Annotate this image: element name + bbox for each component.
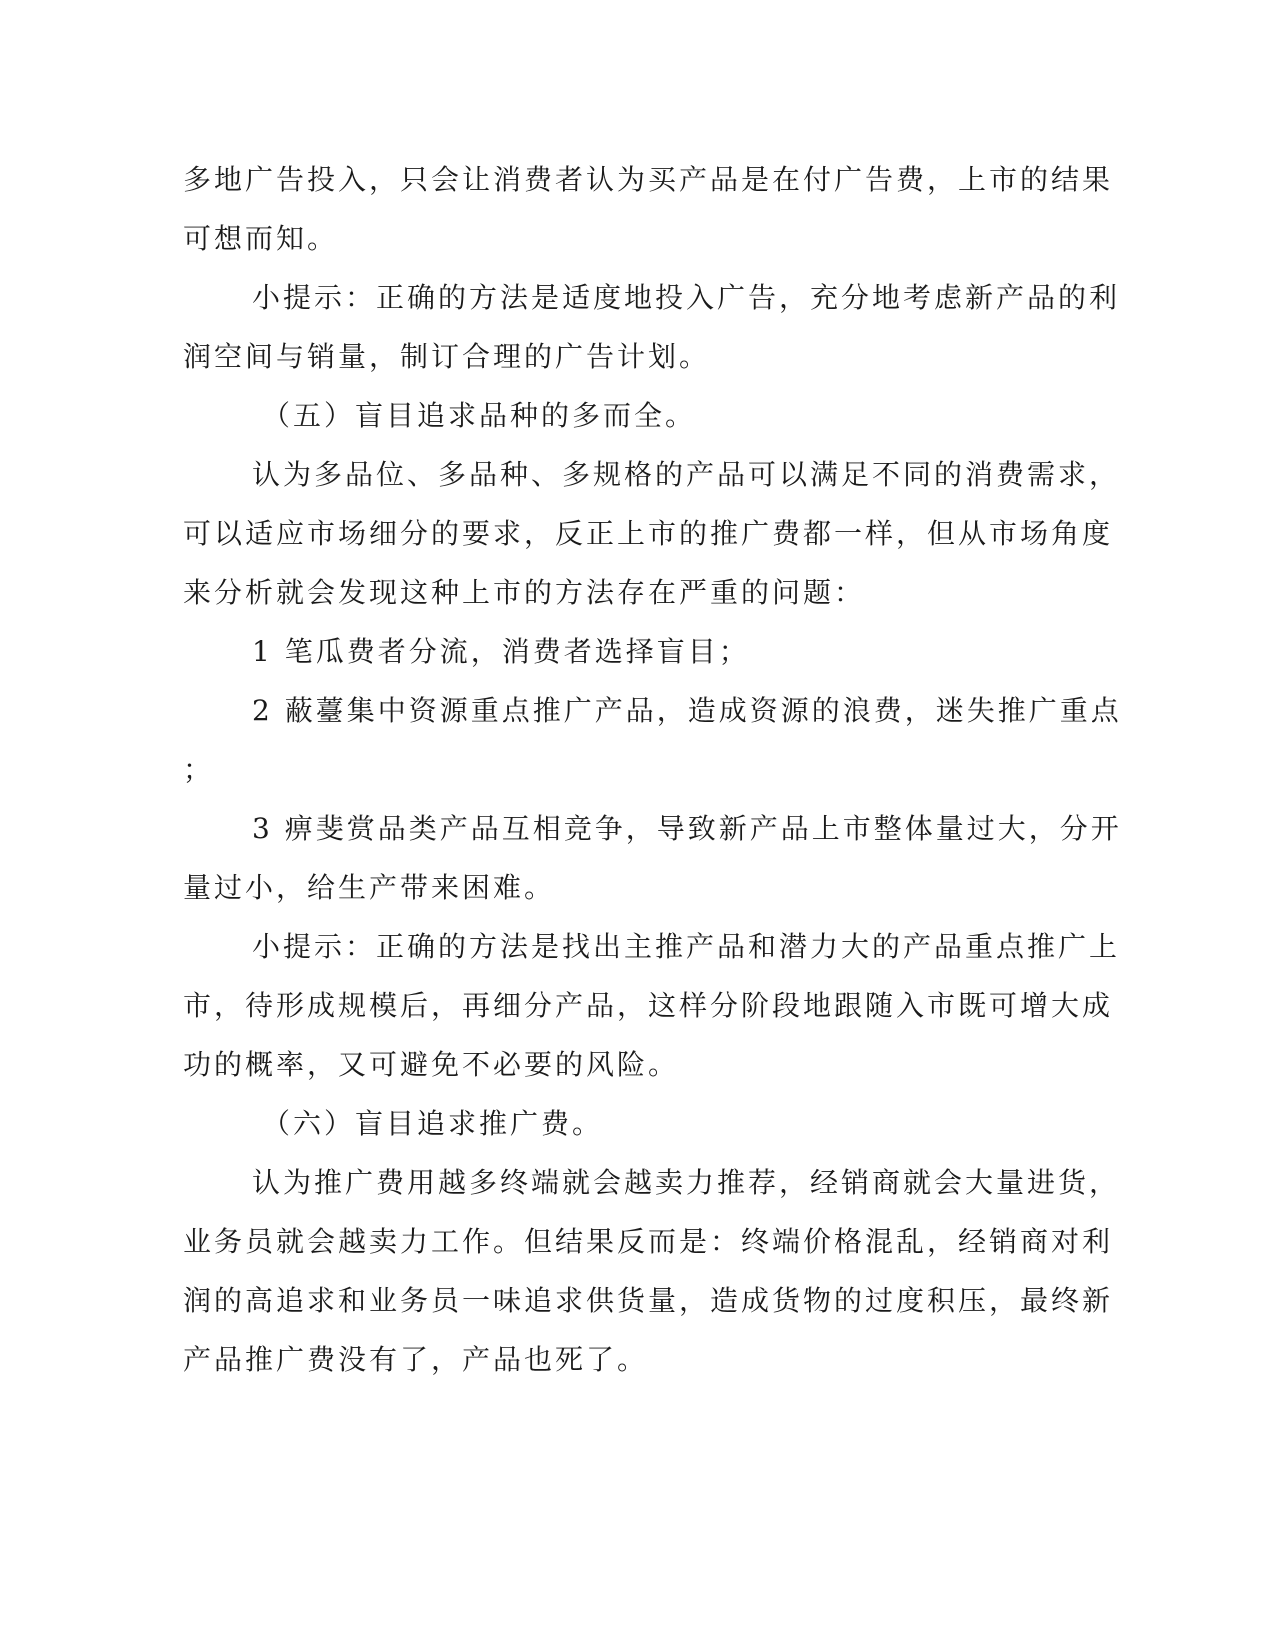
- body-text-line: 认为推广费用越多终端就会越卖力推荐，经销商就会大量进货，: [252, 1166, 1121, 1199]
- tip-text-line: 市，待形成规模后，再细分产品，这样分阶段地跟随入市既可增大成: [183, 989, 1114, 1022]
- body-text-line: 认为多品位、多品种、多规格的产品可以满足不同的消费需求，: [252, 458, 1121, 491]
- section-heading: （五）盲目追求品种的多而全。: [262, 399, 697, 432]
- list-item-continuation: ；: [183, 753, 215, 786]
- body-text-line: 业务员就会越卖力工作。但结果反而是：终端价格混乱，经销商对利: [183, 1225, 1114, 1258]
- tip-text-line: 小提示：正确的方法是找出主推产品和潜力大的产品重点推广上: [252, 930, 1121, 963]
- tip-text-line: 功的概率，又可避免不必要的风险。: [183, 1048, 680, 1081]
- tip-text-line: 润空间与销量，制订合理的广告计划。: [183, 340, 711, 373]
- list-item: 1 笔瓜费者分流，消费者选择盲目；: [252, 635, 750, 668]
- body-text-line: 可以适应市场细分的要求，反正上市的推广费都一样，但从市场角度: [183, 517, 1114, 550]
- list-item: 2 蔽薹集中资源重点推广产品，造成资源的浪费，迷失推广重点: [252, 694, 1122, 727]
- section-heading: （六）盲目追求推广费。: [262, 1107, 604, 1140]
- body-text-line: 可想而知。: [183, 222, 339, 255]
- body-text-line: 来分析就会发现这种上市的方法存在严重的问题：: [183, 576, 866, 609]
- list-item-continuation: 量过小，给生产带来困难。: [183, 871, 556, 904]
- body-text-line: 润的高追求和业务员一味追求供货量，造成货物的过度积压，最终新: [183, 1284, 1114, 1317]
- body-text-line: 产品推广费没有了，产品也死了。: [183, 1343, 649, 1376]
- list-item: 3 痹斐赏品类产品互相竞争，导致新产品上市整体量过大，分开: [252, 812, 1122, 845]
- tip-text-line: 小提示：正确的方法是适度地投入广告，充分地考虑新产品的利: [252, 281, 1121, 314]
- body-text-line: 多地广告投入，只会让消费者认为买产品是在付广告费，上市的结果: [183, 163, 1114, 196]
